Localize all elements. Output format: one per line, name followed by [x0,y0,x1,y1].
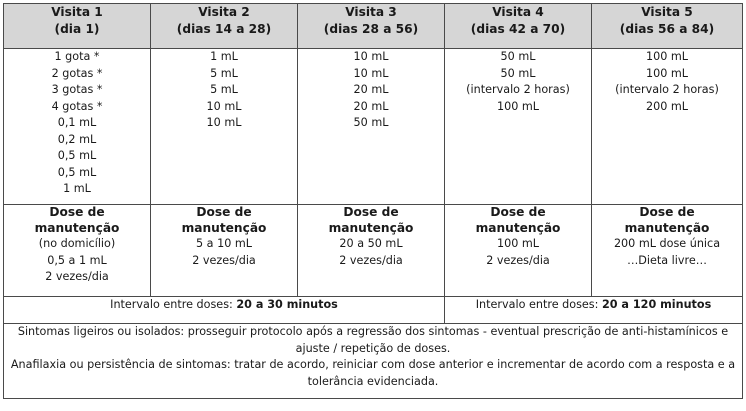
maintenance-visit-1 [4,205,151,297]
dose-item: 0,5 mL [57,165,97,179]
visit-days: (dia 1) [54,21,100,36]
maintenance-detail: 2 vezes/dia [339,253,403,267]
maintenance-detail: 2 vezes/dia [45,270,109,283]
notes-cell [4,324,743,399]
dose-item: 5 mL [210,66,238,80]
dose-item: 200 mL [645,99,689,113]
maintenance-heading: manutenção [181,220,267,235]
doses-row [4,49,743,205]
visit-days: (dias 28 a 56) [323,21,419,36]
header-visit-4 [445,4,592,49]
maintenance-detail: (no domicílio) [38,237,116,250]
visit-days: (dias 56 a 84) [619,21,715,36]
maintenance-detail: 20 a 50 mL [339,237,403,250]
dose-item: 50 mL [500,66,536,80]
maintenance-heading: Dose de [49,205,105,219]
dose-item: 10 mL [206,99,242,113]
visit-title: Visita 3 [345,5,397,19]
header-visit-5 [592,4,743,49]
maintenance-heading: manutenção [328,220,414,235]
note-mild-symptoms: Sintomas ligeiros ou isolados: prosseguir protocolo após a regressão dos sintomas - eventual prescrição de anti-histamínicos e ajuste / repetição de doses. [17,325,729,355]
dose-item: 3 gotas * [51,83,103,96]
maintenance-detail: 0,5 a 1 mL [47,253,107,267]
visit-title: Visita 2 [198,5,250,19]
dose-item: 0,2 mL [57,132,97,146]
dose-item: 50 mL [500,50,536,63]
maintenance-detail: 200 mL dose única [613,237,721,250]
note-anaphylaxis: Anafilaxia ou persistência de sintomas: tratar de acordo, reiniciar com dose anterior e incrementar de acordo com a resposta e a tolerância evidenciada. [10,358,736,388]
notes-row [4,324,743,399]
dose-item: 50 mL [353,116,389,129]
dose-item: 0,5 mL [57,149,97,162]
visit-days: (dias 42 a 70) [470,21,566,36]
maintenance-detail: 100 mL [496,237,540,250]
interval-visits-4-5 [445,297,743,324]
dose-item: 1 mL [63,182,91,195]
maintenance-heading: Dose de [490,205,546,219]
interval-label: Intervalo entre doses: [110,298,237,311]
maintenance-heading: Dose de [639,205,695,219]
header-visit-3 [298,4,445,49]
dose-item: 1 mL [210,50,238,63]
visit-title: Visita 4 [492,5,544,19]
dose-item: 10 mL [353,50,389,63]
maintenance-detail: …Dieta livre… [627,253,707,267]
dose-item: 100 mL [645,66,689,80]
interval-value: 20 a 30 minutos [236,298,338,311]
dose-item: 20 mL [353,83,389,96]
doses-visit-1 [4,49,151,205]
dose-item: 4 gotas * [51,99,103,113]
dose-item: 2 gotas * [51,66,103,80]
doses-visit-3 [298,49,445,205]
maintenance-visit-5 [592,205,743,297]
dose-item: 5 mL [210,83,238,96]
dose-item: 20 mL [353,99,389,113]
dose-item: 10 mL [353,66,389,80]
doses-visit-4 [445,49,592,205]
maintenance-heading: manutenção [624,220,710,235]
dose-item: 10 mL [206,116,242,129]
dose-item: 100 mL [496,99,540,113]
visit-days: (dias 14 a 28) [176,21,272,36]
interval-value: 20 a 120 minutos [601,298,712,311]
maintenance-visit-4 [445,205,592,297]
maintenance-detail: 5 a 10 mL [195,237,252,250]
header-visit-2 [151,4,298,49]
maintenance-row [4,205,743,297]
doses-visit-5 [592,49,743,205]
dose-item: (intervalo 2 horas) [466,83,570,96]
dose-item: 100 mL [645,50,689,63]
doses-visit-2 [151,49,298,205]
visit-title: Visita 5 [641,5,693,19]
interval-visits-1-3 [4,297,445,324]
maintenance-heading: Dose de [343,205,399,219]
interval-row [4,297,743,324]
maintenance-heading: Dose de [196,205,252,219]
maintenance-heading: manutenção [475,220,561,235]
maintenance-detail: 2 vezes/dia [486,253,550,267]
dose-item: (intervalo 2 horas) [615,83,719,96]
maintenance-visit-3 [298,205,445,297]
maintenance-detail: 2 vezes/dia [192,253,256,267]
header-visit-1 [4,4,151,49]
maintenance-visit-2 [151,205,298,297]
desensitization-protocol-table [3,3,743,399]
visit-title: Visita 1 [51,5,103,19]
maintenance-heading: manutenção [34,220,120,235]
dose-item: 1 gota * [54,50,100,63]
dose-item: 0,1 mL [57,116,97,129]
interval-label: Intervalo entre doses: [475,298,602,311]
header-row [4,4,743,49]
